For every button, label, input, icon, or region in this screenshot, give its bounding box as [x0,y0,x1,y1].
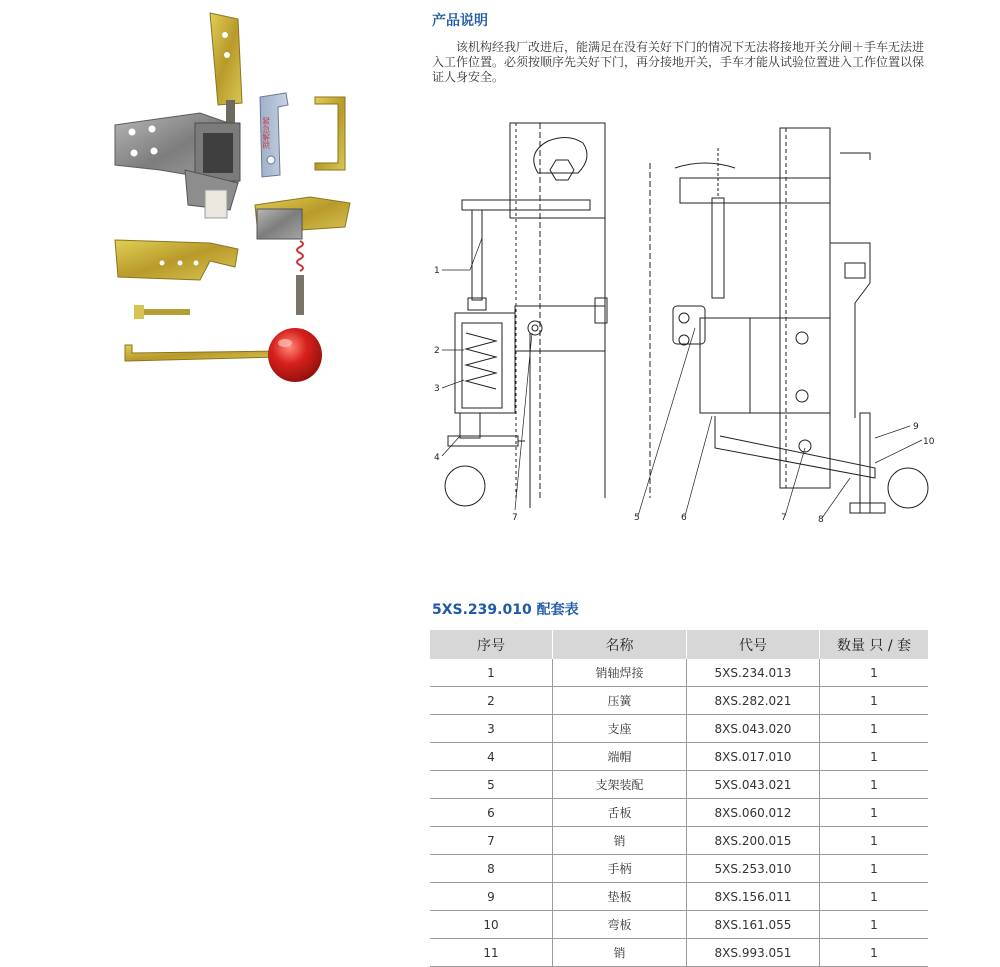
cell-name: 销轴焊接 [553,659,687,687]
cell-name: 支架装配 [553,771,687,799]
cell-index: 8 [430,855,553,883]
table-row [430,687,928,715]
svg-text:紧急解锁: 紧急解锁 [261,117,271,149]
callout-5: 5 [634,513,640,523]
callout-10: 10 [923,437,935,447]
cell-name: 销 [553,939,687,967]
product-description: 该机构经我厂改进后，能满足在没有关好下门的情况下无法将接地开关分闸＋手车无法进入工作位置。必须按顺序先关好下门，再分接地开关，手车才能从试验位置进入工作位置以保证人身安全。 [432,40,925,84]
table-row [430,883,928,911]
cell-quantity: 1 [820,827,929,855]
cell-name: 支座 [553,715,687,743]
cell-quantity: 1 [820,687,929,715]
cell-quantity: 1 [820,715,929,743]
cell-quantity: 1 [820,743,929,771]
cell-code: 8XS.060.012 [687,799,820,827]
cell-name: 端帽 [553,743,687,771]
cell-index: 10 [430,911,553,939]
cell-index: 9 [430,883,553,911]
cell-code: 8XS.282.021 [687,687,820,715]
callout-9: 9 [913,422,919,432]
table-row [430,743,928,771]
cell-quantity: 1 [820,939,929,967]
cell-name: 垫板 [553,883,687,911]
cell-quantity: 1 [820,799,929,827]
table-row [430,659,928,687]
callout-1: 1 [434,266,440,276]
table-row [430,771,928,799]
cell-name: 压簧 [553,687,687,715]
table-row [430,715,928,743]
callout-8: 8 [818,515,824,525]
cell-code: 8XS.043.020 [687,715,820,743]
cell-index: 6 [430,799,553,827]
cell-index: 11 [430,939,553,967]
table-row [430,799,928,827]
cell-quantity: 1 [820,911,929,939]
cell-name: 手柄 [553,855,687,883]
cell-index: 5 [430,771,553,799]
cell-name: 弯板 [553,911,687,939]
cell-quantity: 1 [820,771,929,799]
cell-name: 舌板 [553,799,687,827]
callout-7-left: 7 [512,513,518,523]
callout-7-right: 7 [781,513,787,523]
cell-quantity: 1 [820,659,929,687]
parts-table [430,630,928,967]
cell-code: 8XS.993.051 [687,939,820,967]
product-photo [100,5,370,395]
table-row [430,939,928,967]
cell-index: 3 [430,715,553,743]
cell-code: 8XS.156.011 [687,883,820,911]
cell-index: 1 [430,659,553,687]
table-row [430,911,928,939]
cell-code: 5XS.253.010 [687,855,820,883]
cell-code: 8XS.161.055 [687,911,820,939]
mechanism-drawing [430,118,940,538]
callout-2: 2 [434,346,440,356]
cell-code: 5XS.234.013 [687,659,820,687]
table-row [430,855,928,883]
parts-table-title: 5XS.239.010 配套表 [432,602,579,618]
callout-3: 3 [434,384,440,394]
callout-4: 4 [434,453,440,463]
header-code: 代号 [687,630,820,659]
cell-quantity: 1 [820,855,929,883]
cell-quantity: 1 [820,883,929,911]
header-quantity: 数量 只 / 套 [820,630,929,659]
cell-index: 2 [430,687,553,715]
callout-6: 6 [681,513,687,523]
cell-code: 5XS.043.021 [687,771,820,799]
cell-index: 4 [430,743,553,771]
cell-code: 8XS.200.015 [687,827,820,855]
table-header-row [430,630,928,659]
product-section-title: 产品说明 [432,13,488,29]
header-index: 序号 [430,630,553,659]
cell-name: 销 [553,827,687,855]
table-row [430,827,928,855]
header-name: 名称 [553,630,687,659]
cell-code: 8XS.017.010 [687,743,820,771]
cell-index: 7 [430,827,553,855]
